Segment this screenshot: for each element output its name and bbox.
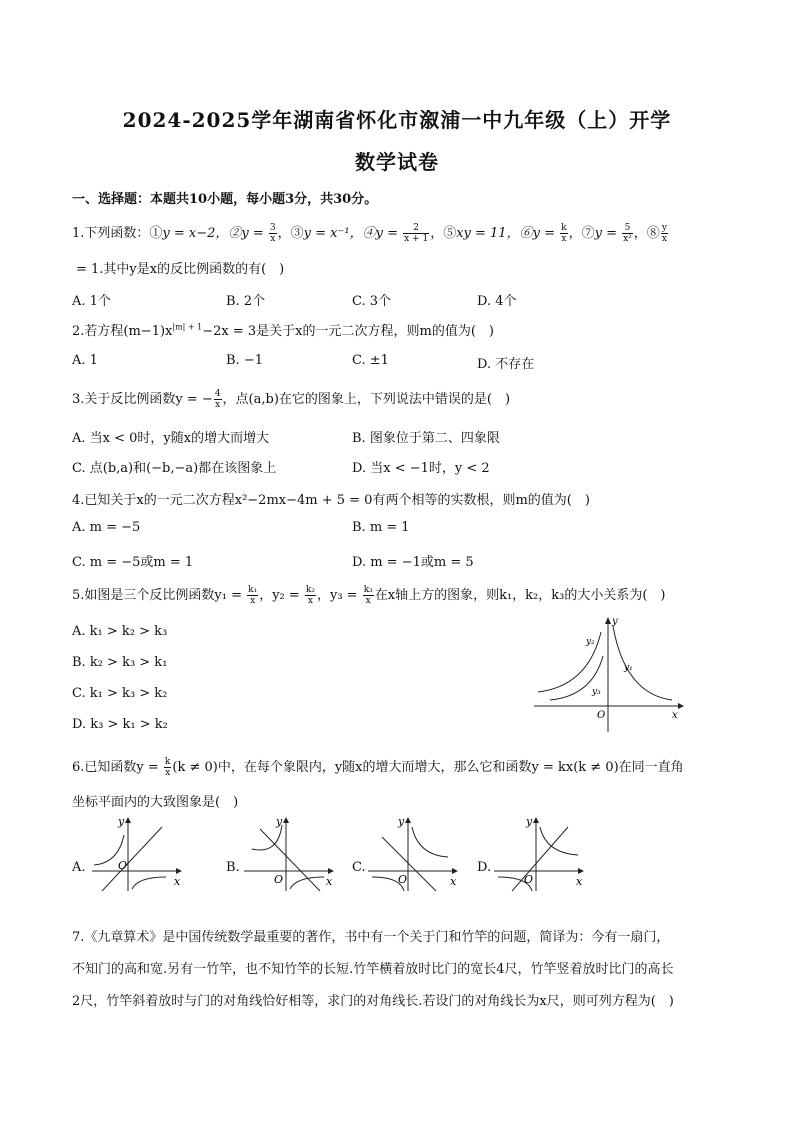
q5-y-label: y <box>612 616 618 627</box>
svg-text:x: x <box>326 875 333 888</box>
q5-y-arrow <box>605 617 611 624</box>
svg-text:O: O <box>398 873 408 886</box>
question-7-line-2: 不知门的高和宽.另有一竹竿，也不知竹竿的长短.竹竿横着放时比门的宽长4尺，竹竿竖着放时比门的高长 <box>72 962 674 977</box>
question-3-stem: 3.关于反比例函数y = − $\frac{4}{x}$ ，点(a,b)在它的图象上，下列说法中错误的是( ) <box>72 389 511 410</box>
svg-text:x: x <box>576 875 583 888</box>
q4-option-b[interactable]: B. m = 1 <box>352 520 410 535</box>
q5-x-label: x <box>672 710 678 721</box>
svg-text:y: y <box>526 815 533 828</box>
question-2-stem: 2.若方程$(m-1)x^{|m| + 1}-2x = 3$是关于x的一元二次方程，则m的值为( ) <box>72 322 494 339</box>
question-6-stem-cont: 坐标平面内的大致图象是( ) <box>72 795 239 810</box>
q6-figure-b <box>240 815 340 895</box>
q2-option-d[interactable]: D. 不存在 <box>477 357 535 372</box>
q5-y3-label: y₃ <box>592 687 601 697</box>
q5-origin-label: O <box>597 710 606 721</box>
question-1-stem: 1.下列函数：①y = x−2，②y = $\frac{3}{x}$ ，③y = x⁻¹，④y = $\frac{2}{x + 1}$ ，⑤xy = 11，⑥y = $\frac{k}{x}$ ，⑦y = $\frac{5}{\text{x²}}$ ，⑧ $\frac{y}{x}$ <box>72 223 667 244</box>
q6-figure-c <box>364 815 464 895</box>
q3-option-b[interactable]: B. 图象位于第二、四象限 <box>352 431 500 446</box>
q6-option-a[interactable]: A. <box>72 860 86 875</box>
question-1-stem-cont: = 1.其中y是x的反比例函数的有( ) <box>76 262 285 277</box>
q3-option-d[interactable]: D. 当x < −1时，y < 2 <box>352 461 490 476</box>
q5-option-b[interactable]: B. k₂ > k₃ > k₁ <box>72 655 168 670</box>
q1-option-a[interactable]: A. 1个 <box>72 294 111 309</box>
svg-text:y: y <box>398 815 405 828</box>
q1-option-d[interactable]: D. 4个 <box>477 294 517 309</box>
q5-option-a[interactable]: A. k₁ > k₂ > k₃ <box>72 624 168 639</box>
q4-option-d[interactable]: D. m = −1或m = 5 <box>352 555 474 570</box>
q6-option-d[interactable]: D. <box>477 860 492 875</box>
q6-figure-d <box>490 815 590 895</box>
q2-option-b[interactable]: B. −1 <box>226 353 263 368</box>
q3-option-a[interactable]: A. 当x < 0时，y随x的增大而增大 <box>72 431 270 446</box>
question-5-stem: 5.如图是三个反比例函数y₁ = $\frac{\text{k₁}}{x}$ ，y₂ = $\frac{\text{k₂}}{x}$ ，y₃ = $\frac{\text{k₃}}{x}$ 在x轴上方的图象，则k₁，k₂，k₃的大小关系为( ) <box>72 585 666 606</box>
q5-option-c[interactable]: C. k₁ > k₃ > k₂ <box>72 686 168 701</box>
question-6-stem: 6.已知函数y = $\frac{k}{x}$ (k ≠ 0)中，在每个象限内，y随x的增大而增大，那么它和函数y = kx(k ≠ 0)在同一直角 <box>72 757 684 778</box>
question-7-line-3: 2尺，竹竿斜着放时与门的对角线恰好相等，求门的对角线长.若设门的对角线长为x尺，则可列方程为( ) <box>72 994 674 1009</box>
svg-text:O: O <box>274 873 284 886</box>
section-heading: 一、选择题：本题共10小题，每小题3分，共30分。 <box>72 192 378 207</box>
svg-text:x: x <box>174 875 181 888</box>
q5-y1-label: y₁ <box>624 663 633 673</box>
q6-option-c[interactable]: C. <box>352 860 366 875</box>
q6-figure-a <box>88 815 188 895</box>
q2-option-c[interactable]: C. ±1 <box>352 353 389 368</box>
q6-option-b[interactable]: B. <box>226 860 240 875</box>
q5-x-arrow <box>678 703 684 709</box>
q5-y2-label: y₂ <box>586 637 595 647</box>
q4-option-c[interactable]: C. m = −5或m = 1 <box>72 555 194 570</box>
svg-text:y: y <box>118 815 125 828</box>
exam-title: 2024-2025学年湖南省怀化市溆浦一中九年级（上）开学 <box>122 108 672 132</box>
q1-option-b[interactable]: B. 2个 <box>226 294 266 309</box>
q1-option-c[interactable]: C. 3个 <box>352 294 392 309</box>
q2-option-a[interactable]: A. 1 <box>72 353 98 368</box>
q5-curve-y1 <box>613 626 672 700</box>
svg-text:O: O <box>118 859 128 872</box>
svg-text:O: O <box>524 873 534 886</box>
question-7-line-1: 7.《九章算术》是中国传统数学最重要的著作，书中有一个关于门和竹竿的问题，简译为：今有一扇门， <box>72 930 670 945</box>
q5-figure <box>530 614 690 738</box>
svg-text:y: y <box>276 815 283 828</box>
q5-option-d[interactable]: D. k₃ > k₁ > k₂ <box>72 717 168 732</box>
question-4-stem: 4.已知关于x的一元二次方程x²−2mx−4m + 5 = 0有两个相等的实数根，则m的值为( ) <box>72 493 590 508</box>
svg-text:x: x <box>450 875 457 888</box>
q3-option-c[interactable]: C. 点(b,a)和(−b,−a)都在该图象上 <box>72 461 277 476</box>
q4-option-a[interactable]: A. m = −5 <box>72 520 141 535</box>
exam-subtitle: 数学试卷 <box>355 150 439 174</box>
